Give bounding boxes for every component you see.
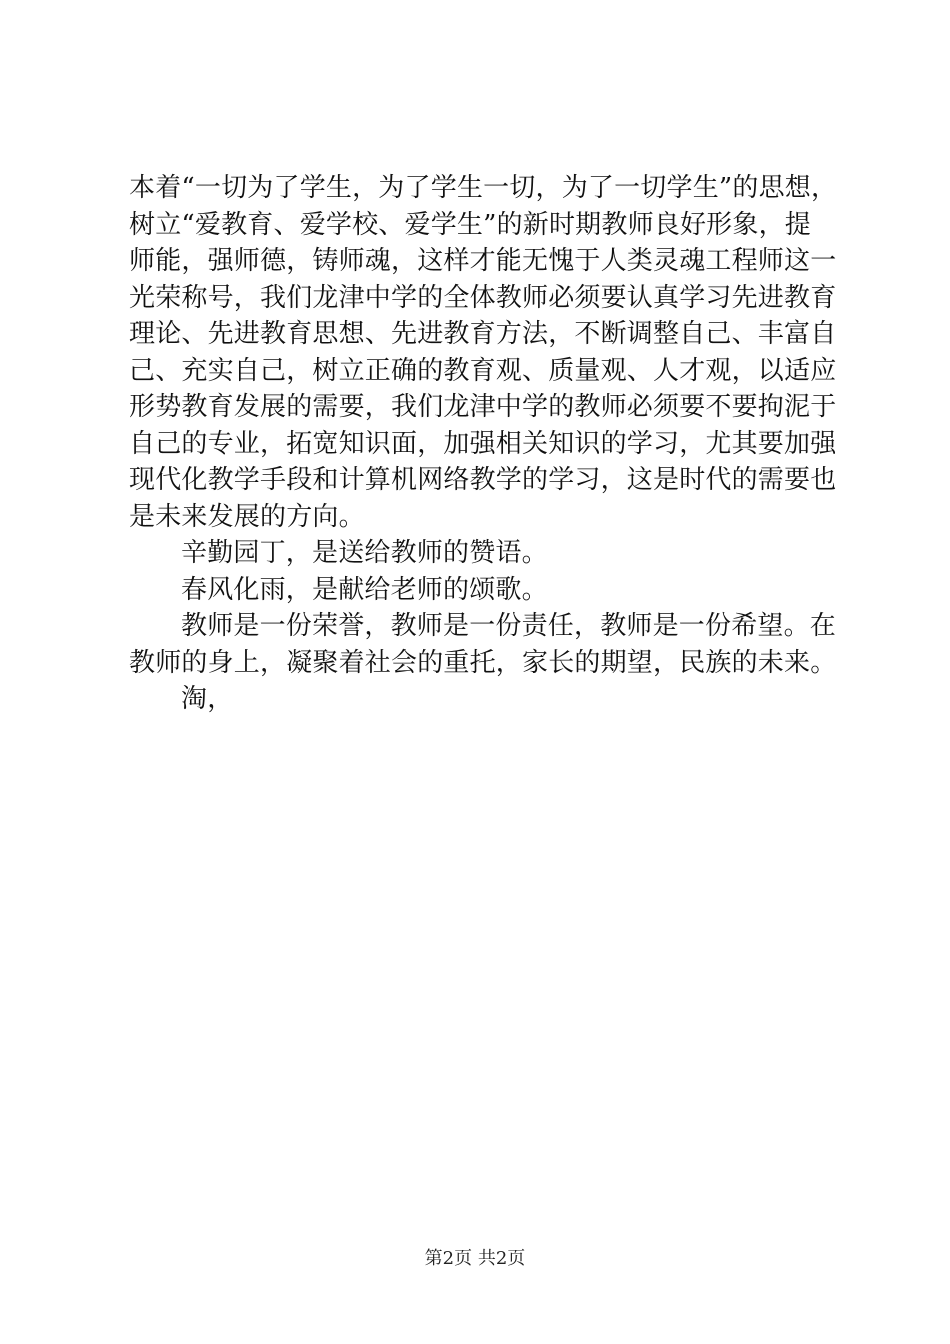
text-line: 师能，强师德，铸师魂，这样才能无愧于人类灵魂工程师这一 xyxy=(129,246,837,276)
text-line: 教师的身上，凝聚着社会的重托，家长的期望，民族的未来。 xyxy=(129,647,837,678)
text-line: 形势教育发展的需要，我们龙津中学的教师必须要不要拘泥于 xyxy=(129,392,837,422)
text-line: 自己的专业，拓宽知识面，加强相关知识的学习，尤其要加强 xyxy=(129,428,837,459)
text-line: 辛勤园丁，是送给教师的赞语。 xyxy=(181,538,548,568)
document-body xyxy=(129,170,849,718)
text-line: 现代化教学手段和计算机网络教学的学习，这是时代的需要也 xyxy=(129,465,837,495)
text-line: 光荣称号，我们龙津中学的全体教师必须要认真学习先进教育 xyxy=(129,282,837,313)
page-number: 第2页 共2页 xyxy=(424,1248,526,1269)
text-line: 树立“爱教育、爱学校、爱学生”的新时期教师良好形象，提 xyxy=(129,209,811,240)
text-line: 本着“一切为了学生，为了学生一切，为了一切学生”的思想， xyxy=(129,173,838,203)
text-line: 己、充实自己，树立正确的教育观、质量观、人才观，以适应 xyxy=(129,355,837,386)
page-footer xyxy=(0,1244,950,1270)
text-line: 是未来发展的方向。 xyxy=(129,501,365,532)
text-line: 春风化雨，是献给老师的颂歌。 xyxy=(181,574,548,605)
text-line: 理论、先进教育思想、先进教育方法，不断调整自己、丰富自 xyxy=(129,319,837,349)
text-line: 教师是一份荣誉，教师是一份责任，教师是一份希望。在 xyxy=(181,611,837,641)
text-line: 淘， xyxy=(181,684,234,714)
